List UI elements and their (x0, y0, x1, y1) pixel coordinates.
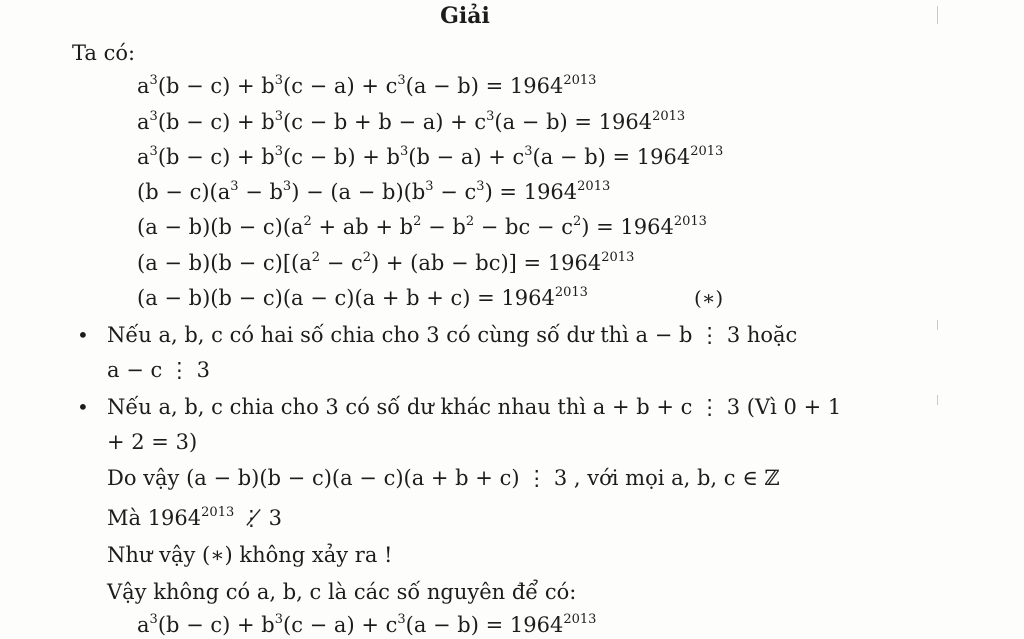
scan-margin-mark (937, 320, 938, 330)
conclusion-line-4: Vậy không có a, b, c là các số nguyên để có: (107, 580, 577, 604)
equation-term: (a − b)(b − c)(a (137, 215, 304, 239)
equation-term: (a − b) = 1964 (405, 74, 564, 98)
final-equation (137, 612, 596, 638)
equation-term: (b − a) + c (408, 145, 525, 169)
exponent: 2013 (690, 144, 724, 159)
exponent: 3 (149, 73, 158, 88)
exponent: 3 (274, 612, 284, 627)
exponent: 3 (149, 612, 158, 627)
equation-tag: (∗) (694, 286, 724, 310)
conclusion-line-2-post: ⋮̸ 3 (234, 506, 282, 530)
intro-text: Ta có: (72, 41, 136, 65)
equation-term: a (137, 110, 150, 134)
exponent: 3 (486, 109, 495, 124)
equation-line (137, 73, 596, 99)
exponent: 3 (524, 144, 533, 159)
equation-term: − bc − c (474, 215, 573, 239)
exponent: 2 (303, 214, 312, 229)
exponent: 3 (476, 179, 485, 194)
equation-term: − b (421, 215, 466, 239)
exponent: 3 (149, 109, 158, 124)
equation-term: − c (320, 251, 363, 275)
conclusion-line-3: Như vậy (∗) không xảy ra ! (107, 543, 393, 567)
bullet-1-line-2: a − c ⋮ 3 (107, 358, 210, 382)
exponent: 3 (274, 109, 284, 124)
equation-line (137, 285, 588, 311)
equation-line (137, 109, 685, 135)
exponent: 2013 (601, 250, 635, 265)
equation-term: (a − b)(b − c)(a − c)(a + b + c) = 1964 (137, 286, 555, 310)
exponent: 3 (274, 73, 284, 88)
bullet-2-line-2: + 2 = 3) (107, 430, 198, 454)
equation-term: (c − a) + c (283, 74, 398, 98)
bullet-1-line-1: Nếu a, b, c có hai số chia cho 3 có cùng số dư thì a − b ⋮ 3 hoặc (107, 323, 798, 347)
equation-term: (b − c) + b (157, 110, 275, 134)
equation-term: ) − (a − b)(b (291, 180, 426, 204)
exponent: 2 (572, 214, 582, 229)
bullet-2-line-1: Nếu a, b, c chia cho 3 có số dư khác nhau thì a + b + c ⋮ 3 (Vì 0 + 1 (107, 395, 842, 419)
exponent: 3 (274, 144, 284, 159)
exponent: 2 (311, 250, 321, 265)
equation-line (137, 250, 634, 276)
exponent: 2013 (673, 214, 707, 229)
equation-line (137, 214, 707, 240)
equation-term: a (137, 613, 150, 637)
exponent: 2013 (652, 109, 686, 124)
exponent: 3 (399, 144, 409, 159)
equation-term: ) = 1964 (484, 180, 578, 204)
equation-term: (a − b) = 1964 (532, 145, 691, 169)
equation-term: ) + (ab − bc)] = 1964 (371, 251, 602, 275)
equation-term: (b − c) + b (157, 145, 275, 169)
equation-term: (c − b + b − a) + c (283, 110, 487, 134)
bullet-marker: • (77, 395, 89, 419)
exponent: 2 (362, 250, 372, 265)
equation-line (137, 144, 723, 170)
scan-margin-mark (937, 395, 938, 405)
equation-term: (b − c)(a (137, 180, 231, 204)
exponent: 2 (465, 214, 475, 229)
equation-term: (a − b) = 1964 (494, 110, 653, 134)
exponent: 3 (397, 612, 406, 627)
exponent: 2013 (554, 285, 588, 300)
equation-term: (a − b)(b − c)[(a (137, 251, 312, 275)
conclusion-line-2 (107, 505, 282, 531)
equation-term: − b (238, 180, 283, 204)
exponent: 2013 (563, 73, 597, 88)
exponent: 2013 (563, 612, 597, 627)
bullet-marker: • (77, 323, 89, 347)
scan-margin-mark (937, 6, 938, 24)
exponent: 2 (413, 214, 422, 229)
conclusion-line-2-pre: Mà 1964 (107, 506, 202, 530)
equation-term: (a − b) = 1964 (405, 613, 564, 637)
page-title: Giải (440, 3, 490, 29)
equation-term: − c (433, 180, 477, 204)
equation-term: ) = 1964 (581, 215, 674, 239)
exponent: 3 (425, 179, 434, 194)
exponent: 3 (149, 144, 158, 159)
exponent: 3 (230, 179, 239, 194)
exponent: 3 (282, 179, 292, 194)
equation-term: (b − c) + b (157, 613, 275, 637)
exponent: 3 (397, 73, 406, 88)
equation-term: (c − a) + c (283, 613, 398, 637)
equation-term: a (137, 145, 150, 169)
exponent: 2013 (577, 179, 611, 194)
conclusion-line-1: Do vậy (a − b)(b − c)(a − c)(a + b + c) ⋮ 3 , với mọi a, b, c ∈ ℤ (107, 466, 780, 490)
conclusion-line-2-exponent: 2013 (201, 505, 235, 520)
equation-term: (b − c) + b (157, 74, 275, 98)
equation-term: (c − b) + b (283, 145, 400, 169)
equation-term: a (137, 74, 150, 98)
equation-term: + ab + b (311, 215, 414, 239)
equation-line (137, 179, 610, 205)
